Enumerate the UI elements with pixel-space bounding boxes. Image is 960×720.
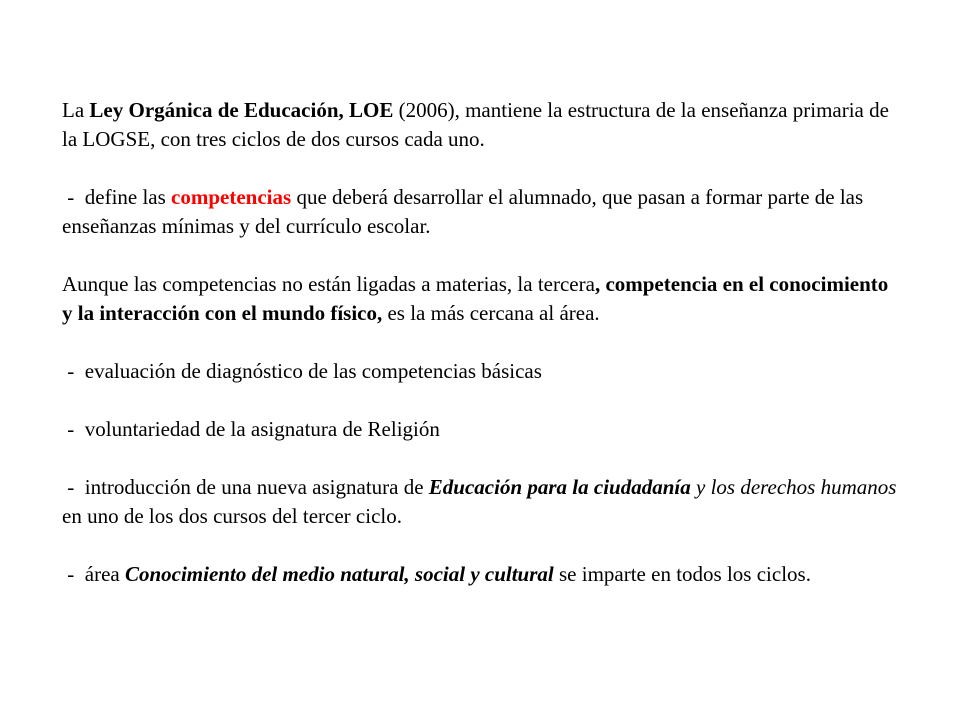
bullet-dash: - — [67, 562, 75, 586]
paragraph-ciudadania — [62, 473, 902, 531]
text: voluntariedad de la asignatura de Religión — [84, 417, 440, 441]
text: es la más cercana al área. — [382, 301, 600, 325]
slide-body — [62, 96, 902, 618]
paragraph-competencias — [62, 183, 902, 241]
bullet-dash: - — [67, 185, 75, 209]
text: La — [62, 98, 90, 122]
bullet-dash: - — [67, 475, 75, 499]
paragraph-area-conocimiento — [62, 560, 902, 589]
bold-text: Ley Orgánica de Educación, LOE — [89, 98, 394, 122]
text: (2006), mantiene la estructura de la enseñanza primaria de la LOGSE, con tres ciclos de dos cursos cada uno. — [62, 98, 889, 151]
bold-italic-text: Conocimiento del medio natural, social y cultural — [124, 562, 554, 586]
bullet-dash: - — [67, 417, 75, 441]
text: evaluación de diagnóstico de las competencias básicas — [84, 359, 542, 383]
bold-text: , competencia en el conocimiento y la interacción con el mundo físico, — [62, 272, 889, 325]
highlight-text: competencias — [171, 185, 292, 209]
paragraph-loe — [62, 96, 902, 154]
paragraph-tercera-competencia — [62, 270, 902, 328]
text: se imparte en todos los ciclos. — [553, 562, 811, 586]
paragraph-evaluacion — [62, 357, 902, 386]
bold-italic-text: Educación para la ciudadanía — [428, 475, 691, 499]
italic-text: y los derechos humanos — [690, 475, 897, 499]
bullet-dash: - — [67, 359, 75, 383]
text: área — [84, 562, 125, 586]
paragraph-religion — [62, 415, 902, 444]
text: define las — [84, 185, 172, 209]
text: introducción de una nueva asignatura de — [84, 475, 429, 499]
text: en uno de los dos cursos del tercer ciclo. — [62, 504, 402, 528]
text: que deberá desarrollar el alumnado, que pasan a formar parte de las enseñanzas mínimas y del currículo escolar. — [62, 185, 864, 238]
text: Aunque las competencias no están ligadas a materias, la tercera — [62, 272, 595, 296]
